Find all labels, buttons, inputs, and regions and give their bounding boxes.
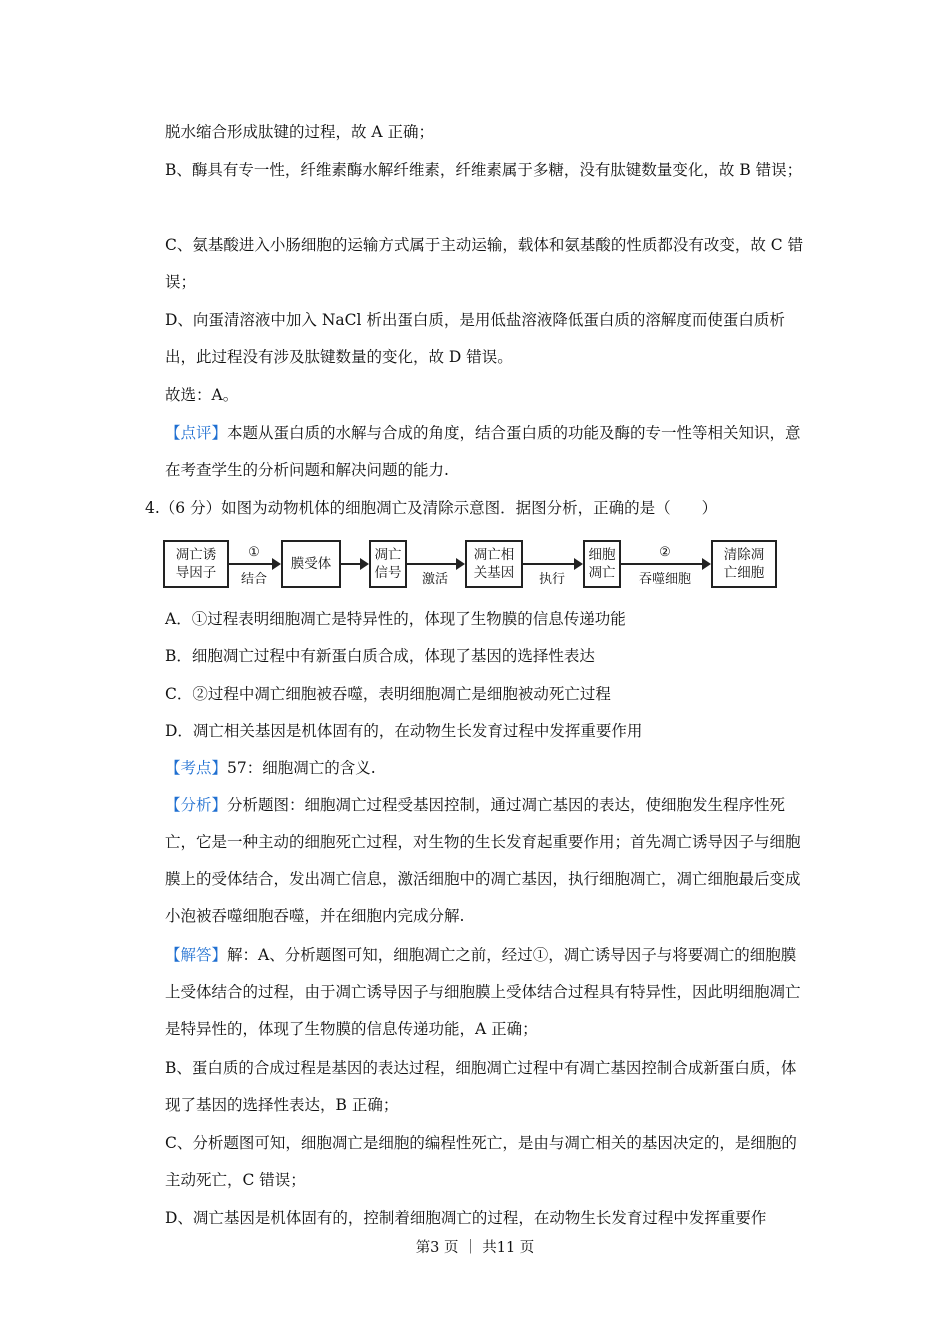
diagram-arrow-5-label: 吞噬细胞 <box>638 572 691 587</box>
diagram-arrow-4-label: 执行 <box>538 572 565 587</box>
option-b: B．细胞凋亡过程中有新蛋白质合成，体现了基因的选择性表达 <box>165 647 595 665</box>
answer-paragraph-c: C、分析题图可知，细胞凋亡是细胞的编程性死亡，是由与凋亡相关的基因决定的，是细胞的主动死亡，C 错误； <box>165 1134 797 1189</box>
comment-tag: 【点评】 <box>165 424 228 442</box>
paragraph: D、向蛋清溶液中加入 NaCl 析出蛋白质，是用低盐溶液降低蛋白质的溶解度而使蛋白质析出，此过程没有涉及肽键数量的变化，故 D 错误。 <box>165 311 785 366</box>
question-stem: 4.（6 分）如图为动物机体的细胞凋亡及清除示意图．据图分析，正确的是（ ） <box>145 499 718 517</box>
diagram-arrow-4 <box>523 563 581 565</box>
diagram-box-clearance: 清除凋 亡细胞 <box>711 540 777 588</box>
paragraph: 故选：A。 <box>165 386 239 404</box>
option-c: C．②过程中凋亡细胞被吞噬，表明细胞凋亡是细胞被动死亡过程 <box>165 685 611 703</box>
diagram-arrow-5 <box>621 563 709 565</box>
jieda-tag: 【解答】 <box>165 946 228 964</box>
diagram-box-receptor: 膜受体 <box>281 540 341 588</box>
diagram-arrow-1-label: 结合 <box>240 572 267 587</box>
fenxi-tag: 【分析】 <box>165 796 228 814</box>
kaodian-tag: 【考点】 <box>165 759 228 777</box>
kaodian-paragraph <box>165 750 810 787</box>
paragraph: C、氨基酸进入小肠细胞的运输方式属于主动运输，载体和氨基酸的性质都没有改变，故 C 错误； <box>165 236 804 291</box>
paragraph: B、酶具有专一性，纤维素酶水解纤维素，纤维素属于多糖，没有肽键数量变化，故 B 错误； <box>165 161 803 179</box>
diagram-arrow-1-number: ① <box>248 545 260 560</box>
answer-paragraph-d: D、凋亡基因是机体固有的，控制着细胞凋亡的过程，在动物生长发育过程中发挥重要作 <box>165 1209 767 1227</box>
diagram-box-apoptosis: 细胞 凋亡 <box>583 540 621 588</box>
option-d: D．凋亡相关基因是机体固有的，在动物生长发育过程中发挥重要作用 <box>165 722 643 740</box>
page-footer: 第3 页 ｜ 共11 页 <box>415 1240 535 1256</box>
paragraph: 脱水缩合形成肽键的过程，故 A 正确； <box>165 123 435 141</box>
option-a: A．①过程表明细胞凋亡是特异性的，体现了生物膜的信息传递功能 <box>165 610 626 628</box>
comment-paragraph <box>165 415 810 489</box>
fenxi-text: 分析题图：细胞凋亡过程受基因控制，通过凋亡基因的表达，使细胞发生程序性死亡，它是一种主动的细胞死亡过程，对生物的生长发育起重要作用；首先凋亡诱导因子与细胞膜上的受体结合，发出凋亡信息，激活细胞中的凋亡基因，执行细胞凋亡，凋亡细胞最后变成小泡被吞噬细胞吞噬，并在细胞内完成分解. <box>165 796 801 925</box>
diagram-box-genes: 凋亡相 关基因 <box>465 540 523 588</box>
diagram-arrow-2 <box>341 563 367 565</box>
jieda-text: 解：A、分析题图可知，细胞凋亡之前，经过①，凋亡诱导因子与将要凋亡的细胞膜上受体结合的过程，由于凋亡诱导因子与细胞膜上受体结合过程具有特异性，因此明细胞凋亡是特异性的，体现了生物膜的信息传递功能，A 正确； <box>165 946 801 1038</box>
diagram-arrow-1 <box>229 563 279 565</box>
jieda-paragraph <box>165 937 810 1048</box>
diagram-arrow-5-number: ② <box>659 545 671 560</box>
comment-text: 本题从蛋白质的水解与合成的角度，结合蛋白质的功能及酶的专一性等相关知识，意在考查学生的分析问题和解决问题的能力. <box>165 424 801 479</box>
diagram-arrow-3-label: 激活 <box>421 572 448 587</box>
apoptosis-flow-diagram <box>163 540 783 592</box>
fenxi-paragraph <box>165 787 810 935</box>
diagram-box-signal: 凋亡 信号 <box>369 540 407 588</box>
diagram-box-inducer: 凋亡诱 导因子 <box>163 540 229 588</box>
kaodian-text: 57：细胞凋亡的含义. <box>227 759 376 777</box>
answer-paragraph-b: B、蛋白质的合成过程是基因的表达过程，细胞凋亡过程中有凋亡基因控制合成新蛋白质，体现了基因的选择性表达，B 正确； <box>165 1059 797 1114</box>
diagram-arrow-3 <box>407 563 463 565</box>
